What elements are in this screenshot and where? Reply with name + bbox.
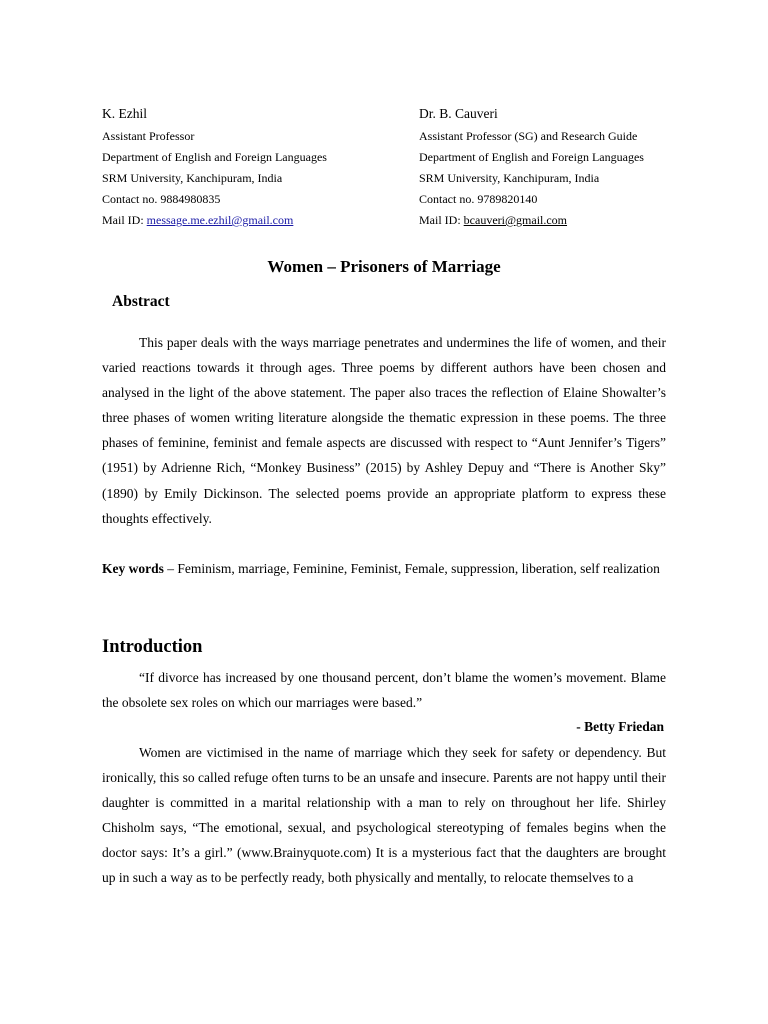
- author-mail: [419, 210, 644, 231]
- author-email-link[interactable]: message.me.ezhil@gmail.com: [146, 213, 294, 227]
- author-department: Department of English and Foreign Languages: [419, 150, 644, 164]
- abstract-heading: Abstract: [112, 293, 170, 310]
- author-email-link[interactable]: bcauveri@gmail.com: [463, 213, 568, 227]
- author-position: Assistant Professor (SG) and Research Guide: [419, 129, 638, 143]
- author-1: [102, 106, 327, 231]
- paper-title: Women – Prisoners of Marriage: [267, 257, 501, 276]
- author-university: SRM University, Kanchipuram, India: [102, 171, 283, 185]
- author-university: SRM University, Kanchipuram, India: [419, 171, 600, 185]
- author-name: Dr. B. Cauveri: [419, 106, 498, 121]
- author-name: K. Ezhil: [102, 106, 147, 121]
- author-mail: [102, 210, 327, 231]
- author-department: Department of English and Foreign Languages: [102, 150, 327, 164]
- quote-attribution: - Betty Friedan: [576, 719, 664, 734]
- keywords-label: Key words: [102, 561, 164, 576]
- mail-label: Mail ID:: [419, 213, 464, 227]
- introduction-paragraph: Women are victimised in the name of marriage which they seek for safety or dependency. But ironically, this so called refuge often turns to be an unsafe and insecure. Parents are not happy until their daughter is committed in a marital relationship with a man to rely on throughout her life. Shirley Chisholm says, “The emotional, sexual, and psychological stereotyping of females begins when the doctor says: It’s a girl.” (www.Brainyquote.com) It is a mysterious fact that the daughters are brought up in such a way as to be perfectly ready, both physically and mentally, to relocate themselves to a: [102, 745, 666, 886]
- author-block: [102, 106, 682, 236]
- keywords: [102, 556, 666, 581]
- author-2: [419, 106, 644, 231]
- keywords-list: – Feminism, marriage, Feminine, Feminist, Female, suppression, liberation, self realization: [163, 561, 660, 576]
- abstract-text: This paper deals with the ways marriage penetrates and undermines the life of women, and their varied reactions towards it through ages. Three poems by different authors have been chosen and analysed in the light of the above statement. The paper also traces the reflection of Elaine Showalter’s three phases of women writing literature alongside the thematic expression in these poems. The three phases of feminine, feminist and female aspects are discussed with respect to “Aunt Jennifer’s Tigers” (1951) by Adrienne Rich, “Monkey Business” (2015) by Ashley Depuy and “There is Another Sky” (1890) by Emily Dickinson. The selected poems provide an appropriate platform to express these thoughts effectively.: [102, 335, 666, 526]
- mail-label: Mail ID:: [102, 213, 147, 227]
- author-position: Assistant Professor: [102, 129, 195, 143]
- introduction-heading: Introduction: [102, 637, 203, 657]
- epigraph-quote: “If divorce has increased by one thousand percent, don’t blame the women’s movement. Blame the obsolete sex roles on which our marriages were based.”: [102, 670, 666, 711]
- author-contact: Contact no. 9884980835: [102, 192, 221, 206]
- author-contact: Contact no. 9789820140: [419, 192, 538, 206]
